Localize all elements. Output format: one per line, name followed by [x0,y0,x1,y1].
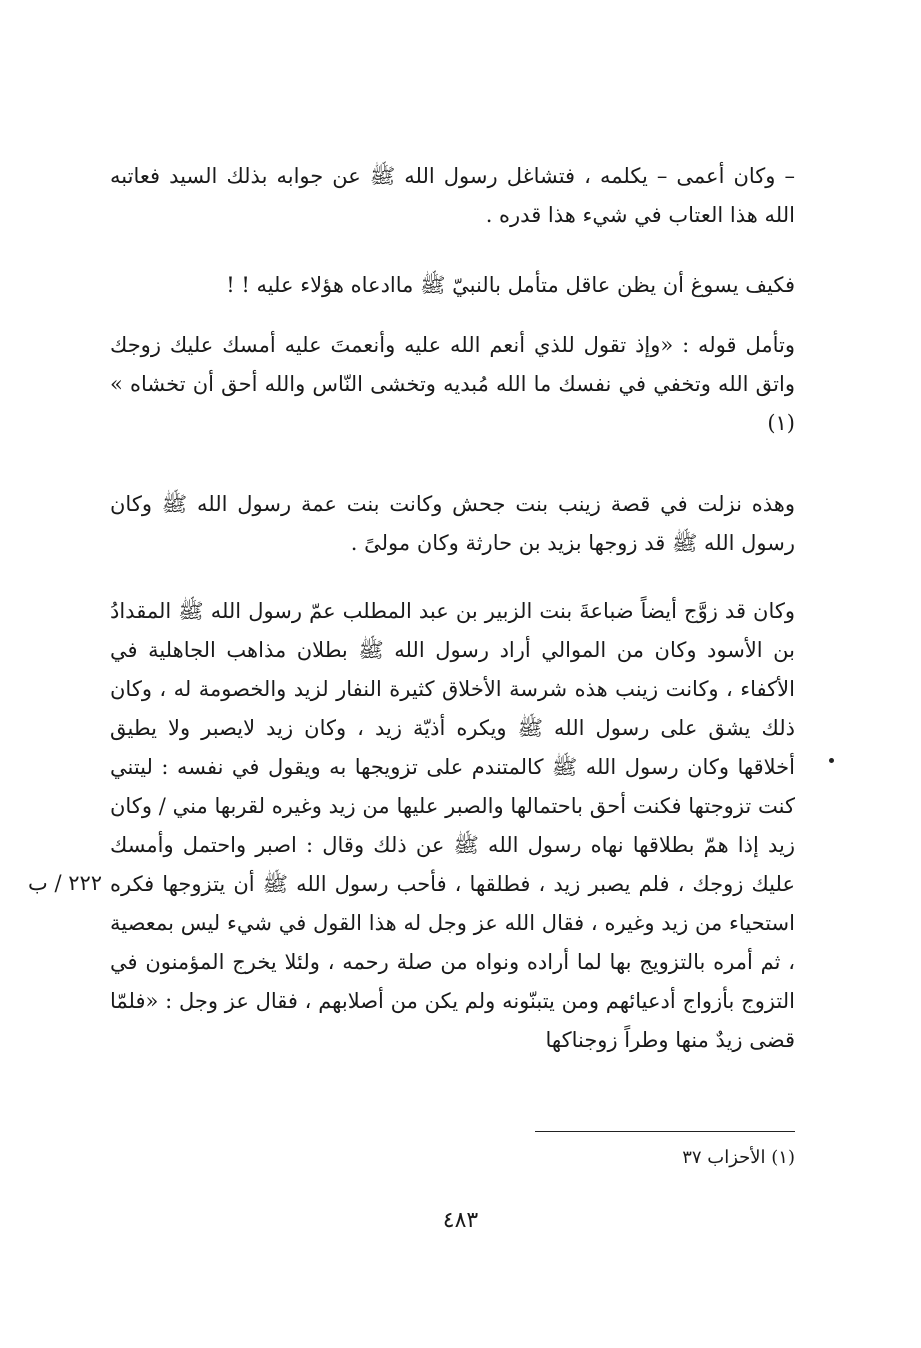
footnote: (١) الأحزاب ٣٧ [682,1147,795,1168]
paragraph-text: وهذه نزلت في قصة زينب بنت جحش وكانت بنت عمة رسول الله ﷺ وكان رسول الله ﷺ قد زوجها بزيد بن حارثة وكان مولىً . [110,492,795,555]
ink-speck [829,758,834,763]
body-paragraph-5 [110,592,795,1060]
body-paragraph-4 [110,485,795,563]
body-paragraph-2 [110,266,795,305]
paragraph-text: وتأمل قوله : «وإذ تقول للذي أنعم الله عليه وأنعمتَ عليه أمسك عليك زوجك واتق الله وتخفي في نفسك ما الله مُبديه وتخشى النّاس والله أحق أن تخشاه » (١) [110,333,795,435]
page-number: ٤٨٣ [442,1208,479,1233]
manuscript-folio-marker: ٢٢٢ / ب [28,871,103,895]
paragraph-text: – وكان أعمى – يكلمه ، فتشاغل رسول الله ﷺ عن جوابه بذلك السيد فعاتبه الله هذا العتاب في شيء هذا قدره . [110,164,795,227]
body-paragraph-3 [110,326,795,443]
paragraph-text: فكيف يسوغ أن يظن عاقل متأمل بالنبيّ ﷺ ماادعاه هؤلاء عليه ! ! [226,273,795,297]
paragraph-text: وكان قد زوَّج أيضاً ضباعةَ بنت الزبير بن عبد المطلب عمّ رسول الله ﷺ المقدادُ بن الأسود وكان من الموالي أراد رسول الله ﷺ بطلان مذاهب الجاهلية في الأكفاء ، وكانت زينب هذه شرسة الأخلاق كثيرة النفار لزيد والخصومة له ، وكان ذلك يشق على رسول الله ﷺ ويكره أذيّة زيد ، وكان زيد لايصبر ولا يطيق أخلاقها وكان رسول الله ﷺ كالمتندم على تزويجها به ويقول في نفسه : ليتني كنت تزوجتها فكنت أحق باحتمالها والصبر عليها من زيد وغيره لقربها مني / وكان زيد إذا همّ بطلاقها نهاه رسول الله ﷺ عن ذلك وقال : اصبر واحتمل وأمسك عليك زوجك ، فلم يصبر زيد ، فطلقها ، فأحب رسول الله ﷺ أن يتزوجها فكره استحياء من زيد وغيره ، فقال الله عز وجل له هذا القول في شيء ليس بمعصية ، ثم أمره بالتزويج بها لما أراده ونواه من صلة رحمه ، ولئلا يخرج المؤمنون في التزوج بأزواج أدعيائهم ومن يتبنّونه ولم يكن من أصلابهم ، فقال عز وجل : «فلمّا قضى زيدٌ منها وطراً زوجناكها [110,599,795,1052]
footnote-divider [535,1131,795,1132]
body-paragraph-1 [110,157,795,235]
